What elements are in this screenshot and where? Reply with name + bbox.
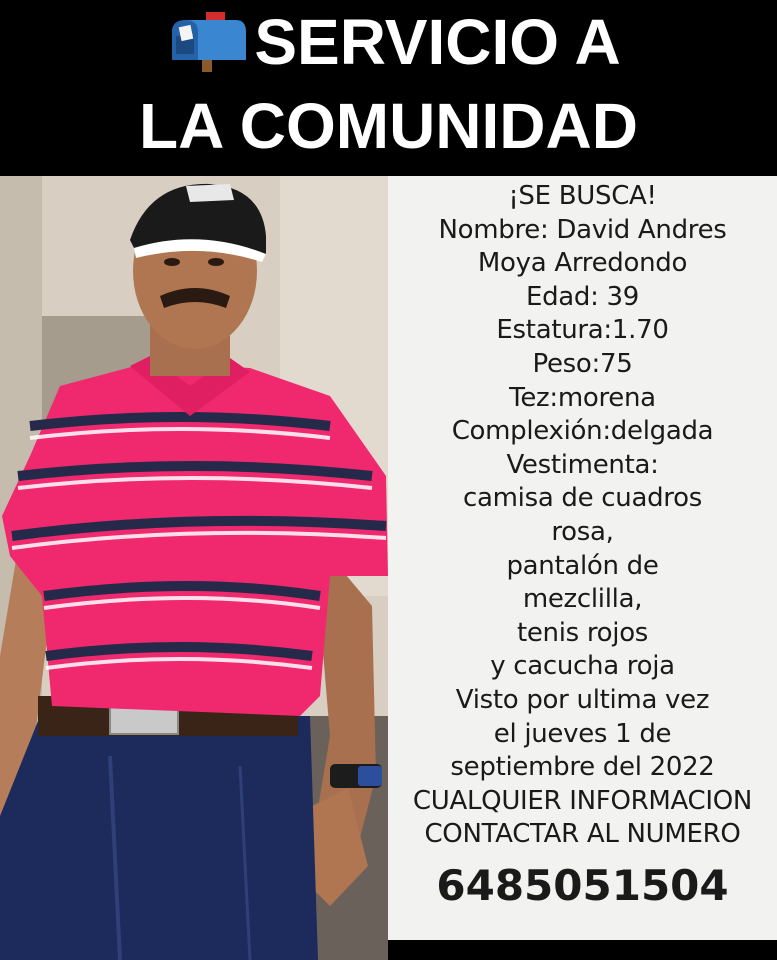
poster-line: Estatura:1.70 [496,315,669,346]
poster-line: el jueves 1 de [493,718,672,749]
header-title-line2: LA COMUNIDAD [139,90,638,162]
poster-line: CUALQUIER INFORMACION [412,785,753,816]
poster-line: Moya Arredondo [477,248,688,279]
poster-line: CONTACTAR AL NUMERO [424,819,741,850]
poster-line: Visto por ultima vez [455,684,710,715]
poster-line: Peso:75 [532,348,633,379]
poster-line: septiembre del 2022 [450,752,715,783]
poster-line: camisa de cuadros [463,483,702,514]
mailbox-icon [166,10,250,72]
person-illustration [0,176,388,960]
poster-line: pantalón de [506,550,659,581]
poster-line: ¡SE BUSCA! [508,181,657,211]
poster-line: Tez:morena [509,382,656,413]
poster-info-panel [388,176,777,940]
poster-line: mezclilla, [522,584,643,615]
poster-line: tenis rojos [516,617,649,648]
contact-phone-number: 6485051504 [436,860,729,910]
poster-line: y cacucha roja [490,651,675,682]
bottom-border [388,940,777,960]
poster-line: Vestimenta: [506,449,659,480]
missing-person-photo [0,176,388,960]
poster-line: Edad: 39 [525,281,640,312]
header-title-line1: SERVICIO A [0,10,777,74]
poster-line: rosa, [551,516,614,547]
poster-line: Complexión:delgada [451,416,714,447]
poster-line: Nombre: David Andres [438,214,727,245]
header-banner [0,0,777,176]
poster-details [388,176,777,852]
